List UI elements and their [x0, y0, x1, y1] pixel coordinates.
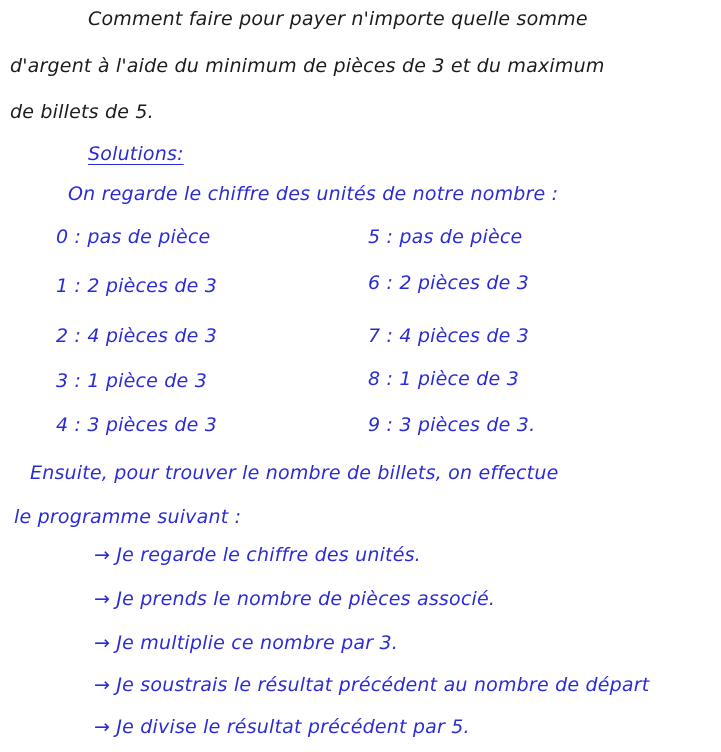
digit-row-3: 3 : 1 pièce de 3 — [56, 370, 207, 392]
program-intro-line-1: Ensuite, pour trouver le nombre de billets, on effectue — [30, 462, 559, 484]
digit-row-9: 9 : 3 pièces de 3. — [368, 414, 536, 436]
digit-row-1: 1 : 2 pièces de 3 — [56, 275, 218, 297]
intro-line: On regarde le chiffre des unités de notre nombre : — [68, 183, 559, 205]
problem-line-3: de billets de 5. — [10, 101, 154, 123]
solutions-heading: Solutions: — [88, 143, 184, 165]
program-intro-line-2: le programme suivant : — [14, 506, 242, 528]
digit-row-5: 5 : pas de pièce — [368, 226, 523, 248]
step-4: → Je soustrais le résultat précédent au nombre de départ — [94, 674, 650, 696]
step-5: → Je divise le résultat précédent par 5. — [94, 716, 470, 738]
digit-row-2: 2 : 4 pièces de 3 — [56, 325, 218, 347]
problem-line-2: d'argent à l'aide du minimum de pièces de 3 et du maximum — [10, 55, 605, 77]
digit-row-4: 4 : 3 pièces de 3 — [56, 414, 218, 436]
problem-line-1: Comment faire pour payer n'importe quelle somme — [88, 8, 588, 30]
step-1: → Je regarde le chiffre des unités. — [94, 544, 421, 566]
digit-row-0: 0 : pas de pièce — [56, 226, 211, 248]
step-2: → Je prends le nombre de pièces associé. — [94, 588, 496, 610]
digit-row-8: 8 : 1 pièce de 3 — [368, 368, 519, 390]
digit-row-6: 6 : 2 pièces de 3 — [368, 272, 530, 294]
digit-row-7: 7 : 4 pièces de 3 — [368, 325, 530, 347]
step-3: → Je multiplie ce nombre par 3. — [94, 632, 399, 654]
